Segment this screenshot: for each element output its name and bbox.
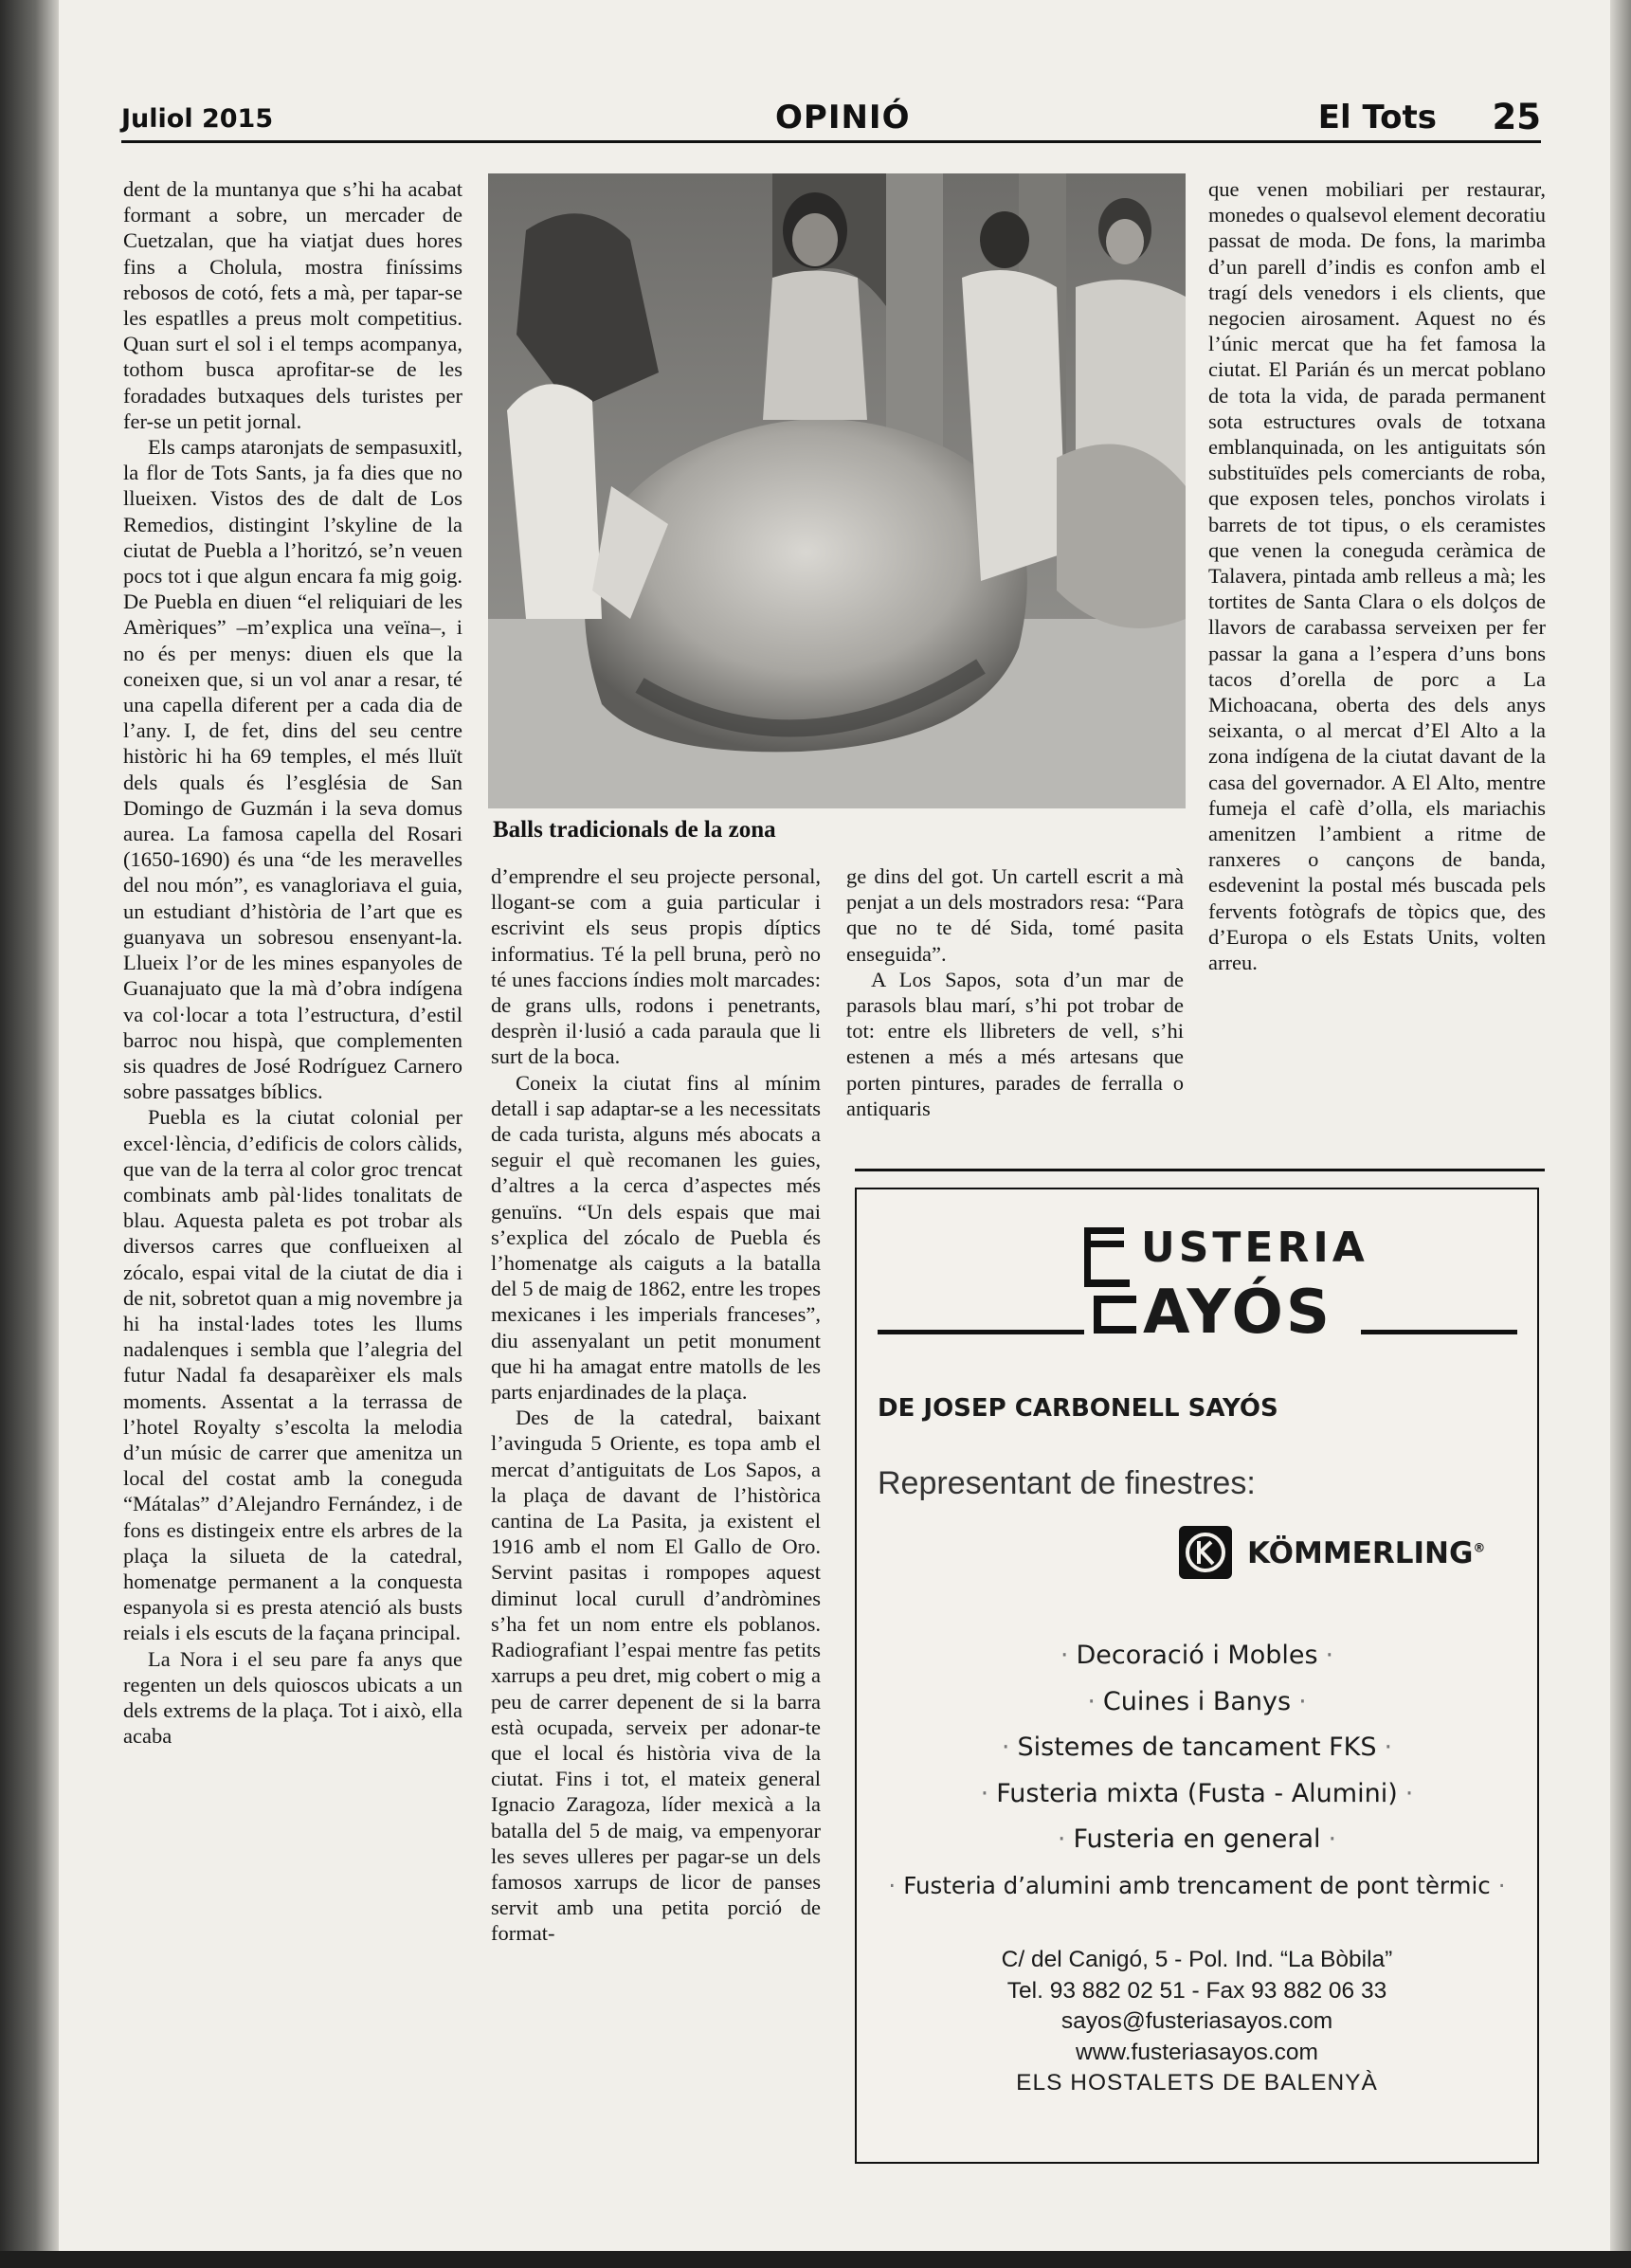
- issue-date: Juliol 2015: [121, 104, 274, 134]
- service-item: [857, 1679, 1537, 1726]
- page-right-edge: [1610, 0, 1631, 2268]
- kommerling-brand: [1247, 1536, 1485, 1570]
- paragraph: d’emprendre el seu projecte personal, llogant-se com a guia particular i escrivint els seus propis díptics informatius. Té la pell bruna, però no té unes faccions índies molt marcades: de grans ulls, rodons i penetrants, desprèn il·lusió a cada paraula que li surt de la boca.: [491, 864, 821, 1069]
- article-column-2: [491, 863, 821, 1947]
- bullet: ·: [1057, 1824, 1066, 1855]
- service-label: Fusteria d’alumini amb trencament de pont tèrmic: [903, 1871, 1491, 1899]
- paragraph: ge dins del got. Un cartell escrit a mà penjat a un dels mostradors resa: “Para que no te dé Sida, tomé pasita enseguida”.: [846, 864, 1184, 966]
- paragraph: dent de la muntanya que s’hi ha acabat formant a sobre, un mercader de Cuetzalan, que ha viatjat dues hores fins a Cholula, mostra finíssims rebosos de cotó, fets a mà, per tapar-se les espatlles a preus molt competitius. Quan surt el sol i el temps acompanya, tothom busca aprofitar-se de les foradades butxaques dels turistes per fer-se un petit jornal.: [123, 177, 462, 433]
- service-item: [857, 1633, 1537, 1679]
- logo-text-fusteria: USTERIA: [1141, 1224, 1368, 1272]
- paragraph: Coneix la ciutat fins al mínim detall i sap adaptar-se a les necessitats de cada turista, alguns més abocats a seguir el què recomanen les guies, d’altres a la cerca d’aspectes més genuïns. “Un dels espais que mai s’explica del zócalo de Puebla és l’homenatge als caiguts a la batalla del 5 de maig de 1862, entre les tropes mexicanes i les imperials franceses”, diu assenyalant un petit monument que hi ha amagat entre matolls de les parts enjardinades de la plaça.: [491, 1070, 821, 1405]
- ad-phone: Tel. 93 882 02 51 - Fax 93 882 06 33: [1006, 1977, 1387, 2004]
- ad-representative-line: Representant de finestres:: [878, 1465, 1256, 1501]
- service-item: [857, 1817, 1537, 1863]
- service-item: [857, 1725, 1537, 1771]
- page-bottom-edge: [0, 2251, 1631, 2268]
- service-label: Sistemes de tancament FKS: [1017, 1733, 1377, 1763]
- bullet: ·: [1001, 1733, 1010, 1763]
- article-column-3: [846, 863, 1184, 1121]
- bullet: ·: [1497, 1871, 1506, 1899]
- service-item: [857, 1771, 1537, 1818]
- brand-name: KÖMMERLING: [1247, 1536, 1474, 1570]
- bullet: ·: [888, 1871, 897, 1899]
- paragraph: Els camps ataronjats de sempasuxitl, la flor de Tots Sants, ja fa dies que no llueixen. Vistos des de dalt de Los Remedios, distingint l’skyline de la ciutat de Puebla a l’horitzó, se’n veuen pocs tot i que algun encara fa mig goig. De Puebla en diuen “el reliquiari de les Amèriques” –m’explica una veïna–, i no és per menys: diuen els que la coneixen que, si un vol anar a resar, té una capella diferent per a cada dia de l’any. I, de fet, dins del seu centre històric hi ha 69 temples, el més lluït dels quals és l’església de San Domingo de Guzmán i la seva domus aurea. La famosa capella del Rosari (1650-1690) és una “de les meravelles del nou món”, es vanagloriava el guia, un estudiant d’història de l’art que es guanyava un sobresou ensenyant-la. Llueix l’or de les mines espanyoles de Guanajuato que la mà d’obra indígena va col·locar a tota l’estructura, d’estil barroc nou hispà, que complementen sis quadres de José Rodríguez Carnero sobre passatges bíblics.: [123, 435, 462, 1104]
- dancers-photo-image: [488, 173, 1186, 808]
- logo-rule-right: [1361, 1330, 1517, 1334]
- service-label: Fusteria mixta (Fusta - Alumini): [996, 1778, 1398, 1808]
- page-number: 25: [1492, 97, 1541, 137]
- paragraph: Des de la catedral, baixant l’avinguda 5 Oriente, es topa amb el mercat d’antiguitats de Los Sapos, a la plaça de davant de l’històrica cantina de La Pasita, ja existent el 1916 amb el nom El Gallo de Oro. Servint pasitas i rompopes aquest diminut local curull d’andròmines s’ha fet un nom entre els poblanos. Radiografiant l’espai mentre fas petits xarrups a peu dret, mig cobert o mig a peu de carrer depenent de si la barra està ocupada, serveix per adonar-te que el local és història viva de la ciutat. Fins i tot, el mateix general Ignacio Zaragoza, líder mexicà a la batalla del 5 de maig, va empenyorar les seves ulleres per pagar-se un dels famosos xarrups de licor de panses servit amb una petita porció de format-: [491, 1406, 821, 1946]
- ad-contact-block: [857, 1945, 1537, 2099]
- bullet: ·: [1060, 1641, 1069, 1670]
- logo-rule-left: [878, 1330, 1084, 1334]
- ad-separator-rule: [855, 1169, 1545, 1171]
- page-gutter-shadow: [0, 0, 59, 2268]
- service-label: Decoració i Mobles: [1076, 1641, 1318, 1670]
- ad-email: sayos@fusteriasayos.com: [1060, 2008, 1333, 2034]
- page-header: [121, 95, 1541, 138]
- bullet: ·: [1087, 1686, 1096, 1716]
- paragraph: A Los Sapos, sota d’un mar de parasols blau marí, s’hi pot trobar de tot: entre els llibreters de vell, s’hi estenen a més a més artesans que porten pintures, parades de ferralla o antiquaris: [846, 967, 1184, 1120]
- bullet: ·: [1404, 1778, 1414, 1808]
- service-label: Fusteria en general: [1073, 1824, 1321, 1855]
- bullet: ·: [1384, 1733, 1393, 1763]
- dancers-photo: [488, 173, 1186, 808]
- ad-town: ELS HOSTALETS DE BALENYÀ: [1016, 2070, 1378, 2096]
- publication-name: El Tots: [1317, 99, 1437, 136]
- fusteria-sayos-ad: [855, 1188, 1539, 2164]
- bullet: ·: [1298, 1686, 1307, 1716]
- kommerling-logo-icon: [1179, 1526, 1232, 1579]
- photo-caption: Balls tradicionals de la zona: [493, 817, 776, 843]
- paragraph: que venen mobiliari per restaurar, monedes o qualsevol element decoratiu passat de moda. De fons, la marimba d’un parell d’indis es confon amb el tragí dels venedors i els clients, que negocien airosament. Aquest no és l’únic mercat que ha fet famosa la ciutat. El Parián és un mercat poblano de tota la vida, de parada permanent sota estructures ovals de totxana emblanquinada, on les antiguitats són substituïdes pels comerciants de roba, que exposen teles, ponchos virolats i barrets de tot tipus, o els ceramistes que venen la coneguda ceràmica de Talavera, pintada amb relleus a mà; les tortites de Santa Clara o els dolços de llavors de carabassa serveixen per fer passar la gana a l’espera d’uns bons tacos d’orella de porc a La Michoacana, oberta des dels anys seixanta, o al mercat d’El Alto a la zona indígena de la ciutat davant de la casa del governador. A El Alto, mentre fumeja el cafè d’olla, els mariachis amenitzen l’ambient a ritme de ranxeres o cançons de banda, esdevenint la postal més buscada pels fervents fotògrafs de tòpics que, des d’Europa o els Estats Units, volten arreu.: [1208, 177, 1546, 975]
- article-column-4: [1208, 176, 1546, 975]
- services-list: [857, 1633, 1537, 1910]
- fusteria-logo-mark: [1084, 1227, 1141, 1351]
- ad-address: C/ del Canigó, 5 - Pol. Ind. “La Bòbila”: [1001, 1947, 1393, 1972]
- section-title: OPINIÓ: [775, 99, 911, 136]
- article-column-1: [123, 176, 462, 1749]
- service-item: [857, 1863, 1537, 1910]
- ad-owner: DE JOSEP CARBONELL SAYÓS: [878, 1394, 1278, 1423]
- ad-website: www.fusteriasayos.com: [1076, 2039, 1318, 2065]
- bullet: ·: [1328, 1824, 1337, 1855]
- paragraph: Puebla es la ciutat colonial per excel·lència, d’edificis de colors càlids, que van de la terra al color groc trencat combinats amb pàl·lides tonalitats de blau. Aquesta paleta es pot trobar als diversos carres que conflueixen al zócalo, espai vital de la ciutat de dia i de nit, sobretot quan a mig novembre ja hi ha instal·lades totes les llums nadalenques i sembla que l’alegria del futur Nadal fa desaparèixer els mals moments. Assentat a la terrassa de l’hotel Royalty s’escolta la melodia d’un músic de carrer que amenitza un local del costat amb la coneguda “Mátalas” d’Alejandro Fernández, i de fons es distingeix entre els arbres de la plaça la silueta de la catedral, homenatge permanent a la conquesta espanyola si es presta atenció als busts reials i els escuts de la façana principal.: [123, 1105, 462, 1645]
- bullet: ·: [980, 1778, 989, 1808]
- header-rule: [121, 140, 1541, 143]
- paragraph: La Nora i el seu pare fa anys que regenten un dels quioscos ubicats a un dels extrems de la plaça. Tot i això, ella acaba: [123, 1646, 462, 1749]
- registered-mark: ®: [1473, 1541, 1486, 1556]
- service-label: Cuines i Banys: [1102, 1686, 1292, 1716]
- bullet: ·: [1325, 1641, 1334, 1670]
- logo-text-sayos: AYÓS: [1143, 1278, 1332, 1348]
